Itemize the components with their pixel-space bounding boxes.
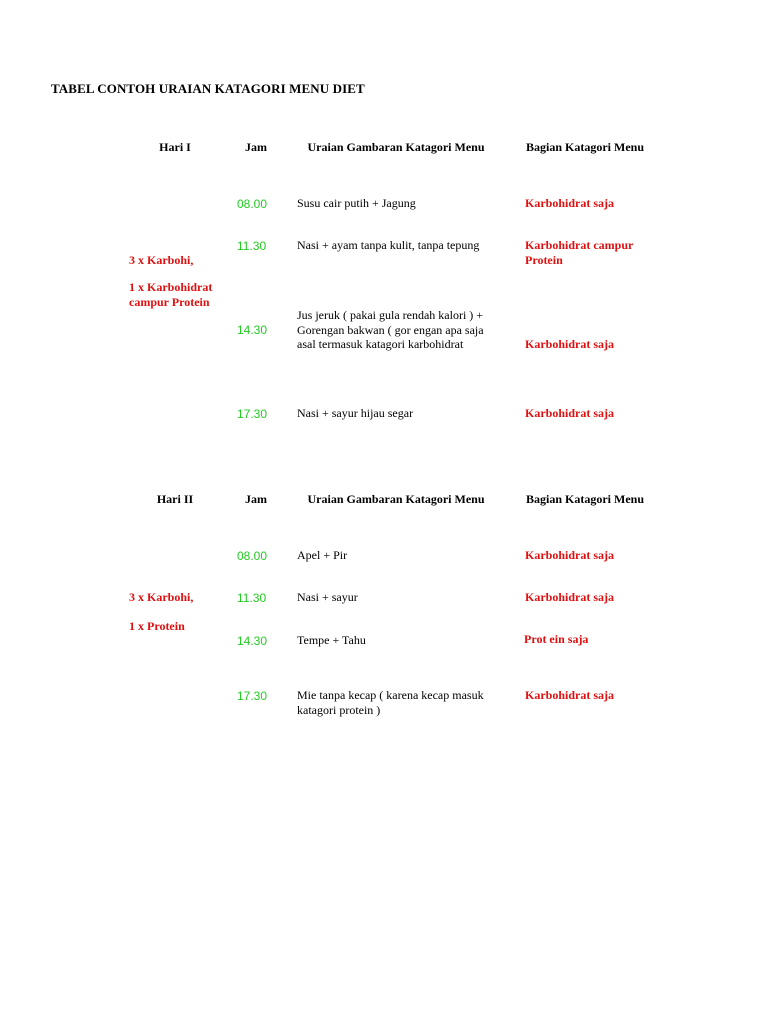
row-category: Prot ein saja (524, 632, 589, 646)
row-time: 11.30 (237, 239, 267, 253)
row-category: Karbohidrat saja (525, 590, 615, 604)
row-menu: Apel + Pir (297, 548, 348, 562)
row-time: 11.30 (237, 591, 267, 605)
category-header: Bagian Katagori Menu (525, 492, 644, 506)
row-category: Karbohidrat saja (525, 196, 615, 210)
row-category: Karbohidrat saja (525, 548, 615, 562)
day-header: Hari I (159, 140, 191, 154)
row-category: Karbohidrat saja (525, 688, 615, 702)
row-time: 14.30 (237, 323, 268, 337)
time-header: Jam (245, 492, 267, 506)
row-time: 14.30 (237, 634, 268, 648)
row-category: Karbohidrat saja (525, 337, 615, 351)
row-category: Karbohidrat saja (525, 406, 615, 420)
category-header: Bagian Katagori Menu (525, 140, 644, 154)
description-header: Uraian Gambaran Katagori Menu (307, 140, 485, 154)
row-menu: Susu cair putih + Jagung (297, 196, 416, 210)
row-menu: Nasi + sayur hijau segar (297, 406, 414, 420)
row-menu: Mie tanpa kecap ( karena kecap masuk katagori protein ) (297, 688, 484, 717)
day-summary-line: 1 x Protein (129, 619, 185, 633)
row-time: 17.30 (237, 689, 268, 703)
row-menu: Tempe + Tahu (297, 633, 366, 647)
description-header: Uraian Gambaran Katagori Menu (307, 492, 485, 506)
row-category: Karbohidrat campur Protein (525, 238, 634, 267)
day-summary-line: 3 x Karbohi, (129, 590, 194, 604)
row-menu: Nasi + sayur (297, 590, 358, 604)
day-header: Hari II (156, 492, 194, 506)
row-time: 08.00 (237, 197, 268, 211)
row-time: 17.30 (237, 407, 268, 421)
day-summary-line: 3 x Karbohi, (129, 253, 194, 267)
day-summary-line: 1 x Karbohidrat campur Protein (129, 280, 213, 309)
row-menu: Nasi + ayam tanpa kulit, tanpa tepung (297, 238, 480, 252)
time-header: Jam (245, 140, 267, 154)
row-menu: Jus jeruk ( pakai gula rendah kalori ) + Gorengan bakwan ( gor engan apa saja asal termasuk katagori karbohidrat (297, 308, 484, 351)
row-time: 08.00 (237, 549, 268, 563)
document-title: TABEL CONTOH URAIAN KATAGORI MENU DIET (51, 81, 365, 96)
